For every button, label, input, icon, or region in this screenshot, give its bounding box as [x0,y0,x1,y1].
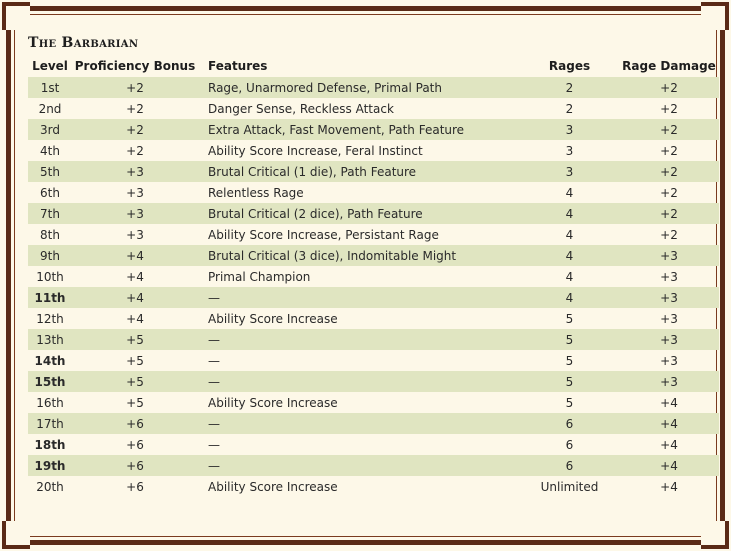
rage-damage-cell: +3 [619,371,719,392]
table-row [28,434,719,455]
table-row [28,392,719,413]
proficiency-cell: +5 [72,371,198,392]
rages-cell: 5 [520,371,619,392]
table-row [28,98,719,119]
rages-cell: 3 [520,119,619,140]
proficiency-cell: +2 [72,77,198,98]
features-cell: Ability Score Increase [208,395,338,410]
rages-cell: 2 [565,101,574,116]
features-cell: — [198,413,520,434]
proficiency-cell: +5 [126,353,144,368]
table-row [28,455,719,476]
table-row [28,287,719,308]
proficiency-cell: +3 [126,185,144,200]
rage-damage-cell: +2 [660,101,678,116]
class-table-section [28,34,716,497]
features-cell: Rage, Unarmored Defense, Primal Path [198,77,520,98]
rage-damage-cell: +2 [619,203,719,224]
rages-cell: 4 [520,245,619,266]
level-cell: 16th [36,395,64,410]
frame-corner-ornament [701,2,729,30]
proficiency-cell: +6 [72,455,198,476]
rages-cell: 4 [565,269,574,284]
rages-cell: 3 [520,161,619,182]
table-row [28,476,719,497]
rages-cell: 6 [520,413,619,434]
rages-cell: 3 [565,143,574,158]
rage-damage-cell: +3 [619,287,719,308]
proficiency-cell: +6 [126,479,144,494]
proficiency-cell: +2 [126,101,144,116]
rage-damage-cell: +3 [619,329,719,350]
table-row [28,161,719,182]
table-row [28,350,719,371]
proficiency-cell: +3 [126,227,144,242]
features-cell: — [198,371,520,392]
proficiency-cell: +2 [72,119,198,140]
features-cell: Brutal Critical (3 dice), Indomitable Might [198,245,520,266]
level-cell: 7th [28,203,72,224]
rage-damage-cell: +4 [619,413,719,434]
rage-damage-cell: +3 [660,311,678,326]
level-cell: 13th [28,329,72,350]
barbarian-table [28,55,719,497]
table-row [28,308,719,329]
level-cell: 12th [36,311,64,326]
features-cell: Ability Score Increase, Persistant Rage [208,227,439,242]
level-cell: 17th [28,413,72,434]
features-cell: Extra Attack, Fast Movement, Path Feature [198,119,520,140]
rages-cell: 4 [520,287,619,308]
rages-cell: 4 [565,185,574,200]
features-cell: Brutal Critical (1 die), Path Feature [198,161,520,182]
rage-damage-cell: +2 [660,227,678,242]
level-cell: 20th [36,479,64,494]
level-cell: 6th [40,185,60,200]
table-row [28,329,719,350]
rages-cell: 5 [565,311,574,326]
proficiency-cell: +3 [72,161,198,182]
level-cell: 9th [28,245,72,266]
level-cell: 5th [28,161,72,182]
rage-damage-cell: +2 [619,77,719,98]
rage-damage-cell: +2 [660,143,678,158]
table-row [28,224,719,245]
proficiency-cell: +3 [72,203,198,224]
proficiency-cell: +4 [126,269,144,284]
level-cell: 2nd [38,101,62,116]
level-cell: 11th [28,287,72,308]
features-cell: Ability Score Increase, Feral Instinct [208,143,423,158]
table-row [28,77,719,98]
features-cell: Primal Champion [208,269,311,284]
features-cell: Ability Score Increase [208,479,338,494]
proficiency-cell: +4 [72,245,198,266]
level-cell: 8th [40,227,60,242]
proficiency-cell: +5 [126,395,144,410]
proficiency-cell: +6 [126,437,144,452]
frame-corner-ornament [2,521,30,549]
level-cell: 10th [36,269,64,284]
rage-damage-cell: +4 [660,479,678,494]
level-cell: 18th [34,437,66,452]
level-cell: 14th [34,353,66,368]
rages-cell: 2 [520,77,619,98]
rage-damage-cell: +3 [660,269,678,284]
rage-damage-cell: +4 [660,437,678,452]
col-header-rage-damage: Rage Damage [622,59,716,73]
table-row [28,140,719,161]
rages-cell: 6 [520,455,619,476]
features-cell: — [198,455,520,476]
rages-cell: 4 [520,203,619,224]
rages-cell: Unlimited [540,479,599,494]
level-cell: 19th [28,455,72,476]
features-cell: — [208,437,220,452]
col-header-level: Level [32,59,68,73]
rages-cell: 6 [565,437,574,452]
col-header-rages: Rages [548,59,591,73]
frame-corner-ornament [701,521,729,549]
proficiency-cell: +6 [72,413,198,434]
level-cell: 4th [40,143,60,158]
rage-damage-cell: +4 [660,395,678,410]
proficiency-cell: +4 [72,287,198,308]
rages-cell: 5 [520,329,619,350]
rage-damage-cell: +2 [619,119,719,140]
level-cell: 3rd [28,119,72,140]
rage-damage-cell: +3 [660,353,678,368]
col-header-features: Features [208,59,268,73]
table-header-row [28,55,719,77]
features-cell: Danger Sense, Reckless Attack [208,101,394,116]
features-cell: — [208,353,220,368]
table-row [28,119,719,140]
proficiency-cell: +2 [126,143,144,158]
table-title: The Barbarian [28,35,139,51]
rages-cell: 5 [565,395,574,410]
features-cell: — [198,329,520,350]
table-row [28,203,719,224]
table-row [28,182,719,203]
table-row [28,245,719,266]
level-cell: 1st [28,77,72,98]
features-cell: Relentless Rage [208,185,304,200]
table-body [28,77,719,497]
features-cell: — [198,287,520,308]
rage-damage-cell: +4 [619,455,719,476]
rage-damage-cell: +2 [660,185,678,200]
table-row [28,413,719,434]
level-cell: 15th [28,371,72,392]
col-header-proficiency: Proficiency Bonus [74,59,196,73]
features-cell: Ability Score Increase [208,311,338,326]
features-cell: Brutal Critical (2 dice), Path Feature [198,203,520,224]
rages-cell: 5 [565,353,574,368]
rages-cell: 4 [565,227,574,242]
table-row [28,371,719,392]
proficiency-cell: +4 [126,311,144,326]
table-row [28,266,719,287]
rage-damage-cell: +3 [619,245,719,266]
frame-corner-ornament [2,2,30,30]
rage-damage-cell: +2 [619,161,719,182]
proficiency-cell: +5 [72,329,198,350]
